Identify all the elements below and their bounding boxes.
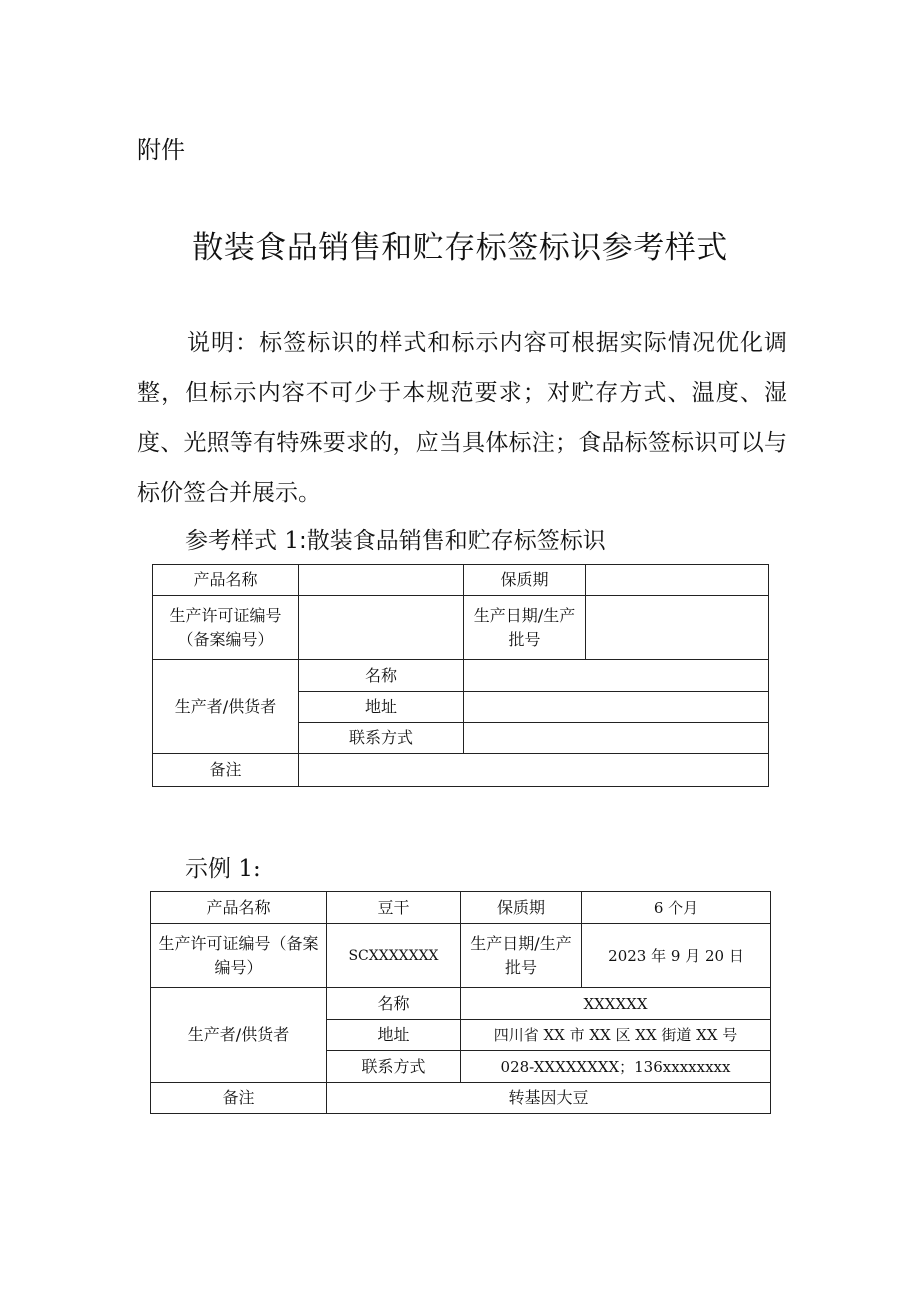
production-date-label — [461, 924, 582, 988]
label-template-table — [152, 564, 769, 787]
license-label — [153, 596, 299, 660]
license-label-line2: 编号） — [214, 957, 263, 977]
remarks-value: 转基因大豆 — [327, 1083, 771, 1114]
producer-address-label: 地址 — [327, 1020, 461, 1051]
document-title: 散装食品销售和贮存标签标识参考样式 — [192, 230, 728, 266]
producer-address-value — [464, 692, 769, 723]
remarks-label: 备注 — [151, 1083, 327, 1114]
remarks-label: 备注 — [153, 754, 299, 787]
producer-contact-label: 联系方式 — [327, 1051, 461, 1083]
license-label-line2: （备案编号） — [177, 629, 274, 649]
license-label-line1: 生产许可证编号（备案 — [158, 933, 319, 953]
producer-address-label: 地址 — [299, 692, 464, 723]
product-name-label: 产品名称 — [151, 892, 327, 924]
template-caption-prefix: 参考样式 — [185, 528, 277, 554]
shelf-life-value — [586, 565, 769, 596]
license-value — [299, 596, 464, 660]
producer-name-label: 名称 — [327, 988, 461, 1020]
shelf-life-value: 6 个月 — [582, 892, 771, 924]
producer-label: 生产者/供货者 — [151, 988, 327, 1083]
shelf-life-label: 保质期 — [461, 892, 582, 924]
example-caption — [185, 850, 261, 883]
production-date-label-line2: 批号 — [508, 629, 541, 649]
producer-name-label: 名称 — [299, 660, 464, 692]
production-date-label-line2: 批号 — [504, 957, 537, 977]
producer-name-value — [464, 660, 769, 692]
product-name-value: 豆干 — [327, 892, 461, 924]
producer-contact-label: 联系方式 — [299, 723, 464, 754]
product-name-label: 产品名称 — [153, 565, 299, 596]
production-date-label-line1: 生产日期/生产 — [470, 933, 572, 953]
attachment-label: 附件 — [137, 136, 185, 164]
license-value: SCXXXXXXX — [327, 924, 461, 988]
producer-label: 生产者/供货者 — [153, 660, 299, 754]
production-date-label — [464, 596, 586, 660]
production-date-label-line1: 生产日期/生产 — [473, 605, 576, 625]
production-date-value: 2023 年 9 月 20 日 — [582, 924, 771, 988]
template-caption-number: 1 — [284, 528, 299, 554]
remarks-value — [299, 754, 769, 787]
license-label-line1: 生产许可证编号 — [169, 605, 282, 625]
example-caption-suffix: : — [252, 856, 261, 882]
template-caption-suffix: :散装食品销售和贮存标签标识 — [298, 528, 606, 554]
instruction-note: 说明：标签标识的样式和标示内容可根据实际情况优化调整，但标示内容不可少于本规范要求；对贮存方式、温度、湿度、光照等有特殊要求的，应当具体标注；食品标签标识可以与标价签合并展示。 — [137, 330, 787, 506]
producer-contact-value — [464, 723, 769, 754]
example-caption-number: 1 — [238, 856, 253, 882]
label-example-table — [150, 891, 771, 1114]
template-caption — [185, 522, 606, 555]
producer-contact-value: 028-XXXXXXXX；136xxxxxxxx — [461, 1051, 771, 1083]
product-name-value — [299, 565, 464, 596]
producer-name-value: XXXXXX — [461, 988, 771, 1020]
example-caption-prefix: 示例 — [185, 856, 231, 882]
license-label — [151, 924, 327, 988]
shelf-life-label: 保质期 — [464, 565, 586, 596]
producer-address-value: 四川省 XX 市 XX 区 XX 街道 XX 号 — [461, 1020, 771, 1051]
production-date-value — [586, 596, 769, 660]
